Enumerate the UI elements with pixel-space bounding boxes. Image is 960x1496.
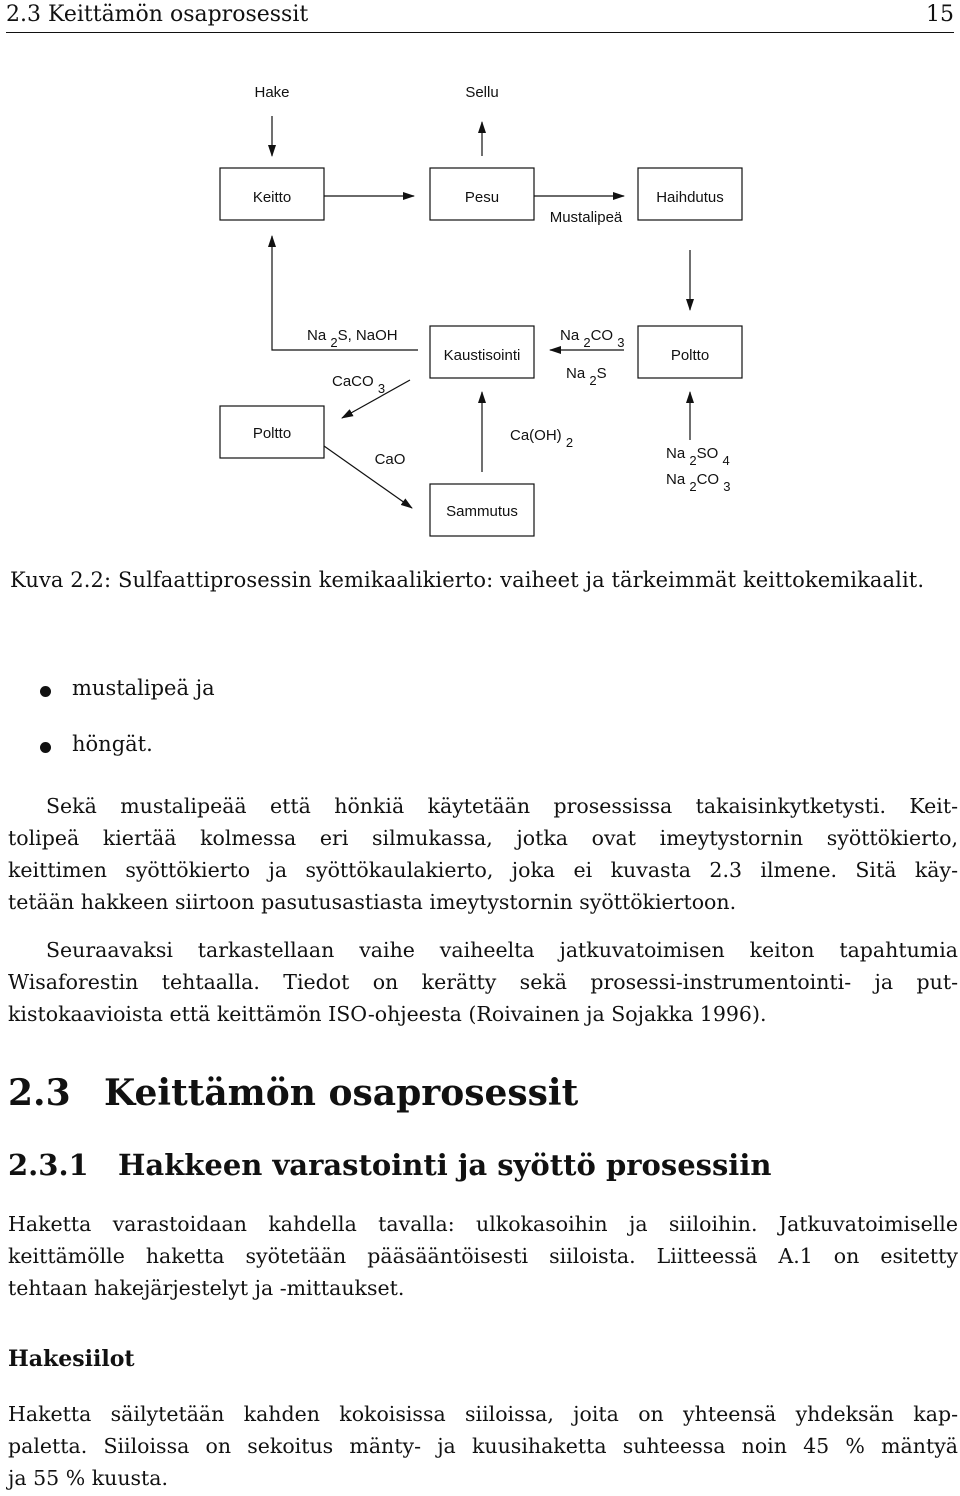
list-item	[40, 732, 215, 788]
list-item-text: mustalipeä ja	[72, 676, 215, 700]
text-line: kistokaavioista että keittämön ISO-ohjeesta (Roivainen ja Sojakka 1996).	[8, 1002, 767, 1026]
bullet-icon	[40, 686, 51, 697]
label-na2s: Na 2S	[566, 365, 607, 388]
paragraph-storage	[8, 1208, 958, 1304]
label-mustalipea: Mustalipeä	[549, 209, 623, 226]
label-na2s-naoh: Na 2S, NaOH	[307, 327, 398, 350]
label-poltto-left: Poltto	[252, 425, 292, 442]
label-kaustisointi: Kaustisointi	[443, 347, 521, 364]
text-line: keittimen syöttökierto ja syöttökaulakierto, joka ei kuvasta 2.3 ilmene. Sitä käy-	[8, 858, 958, 882]
paragraph-feedback	[8, 790, 958, 918]
label-na2so4: Na 2SO 4	[666, 445, 730, 468]
running-head	[6, 0, 954, 33]
label-poltto-right: Poltto	[670, 347, 710, 364]
text-line: Haketta säilytetään kahden kokoisissa siiloissa, joita on yhteensä yhdeksän kap-	[8, 1402, 958, 1426]
label-hake: Hake	[254, 84, 290, 101]
chemical-cycle-diagram	[0, 40, 960, 560]
text-line: Sekä mustalipeää että hönkiä käytetään prosessissa takaisinkytketysti. Keit-	[46, 794, 958, 818]
text-line: paletta. Siiloissa on sekoitus mänty- ja kuusihaketta suhteessa noin 45 % mäntyä	[8, 1434, 958, 1458]
running-head-section: 2.3 Keittämön osaprosessit	[6, 2, 309, 27]
text-line: ja 55 % kuusta.	[8, 1466, 169, 1490]
paragraph-wisaforest	[8, 934, 958, 1030]
section-title: Keittämön osaprosessit	[104, 1072, 579, 1114]
text-line: tehtaan hakejärjestelyt ja -mittaukset.	[8, 1276, 405, 1300]
section-heading	[8, 1072, 578, 1114]
bullet-list	[40, 676, 215, 788]
list-item	[40, 676, 215, 732]
label-caco3: CaCO 3	[332, 373, 386, 396]
text-line: keittämölle haketta syötetään pääsääntöisesti siiloista. Liitteessä A.1 on esitetty	[8, 1244, 958, 1268]
label-cao: CaO	[374, 451, 406, 468]
text-line: tolipeä kiertää kolmessa eri silmukassa, jotka ovat imeytystornin syöttökierto,	[8, 826, 958, 850]
paragraph-heading-hakesiilot: Hakesiilot	[8, 1346, 135, 1372]
label-sammutus: Sammutus	[446, 503, 518, 520]
page-number: 15	[926, 2, 954, 27]
subsection-title: Hakkeen varastointi ja syöttö prosessiin	[118, 1148, 772, 1182]
paragraph-silos	[8, 1398, 958, 1494]
text-line: Wisaforestin tehtaalla. Tiedot on kerätty sekä prosessi-instrumentointi- ja put-	[8, 970, 958, 994]
label-na2co3-top: Na 2CO 3	[560, 327, 625, 350]
subsection-heading	[8, 1148, 771, 1182]
label-caoh2: Ca(OH) 2	[510, 427, 574, 450]
label-pesu: Pesu	[464, 189, 500, 206]
label-sellu: Sellu	[465, 84, 499, 101]
bullet-icon	[40, 742, 51, 753]
text-line: tetään hakkeen siirtoon pasutusastiasta imeytystornin syöttökiertoon.	[8, 890, 737, 914]
section-number: 2.3	[8, 1072, 71, 1114]
label-na2co3-bottom: Na 2CO 3	[666, 471, 731, 494]
text-line: Haketta varastoidaan kahdella tavalla: ulkokasoihin ja siiloihin. Jatkuvatoimiselle	[8, 1212, 958, 1236]
list-item-text: höngät.	[72, 732, 153, 756]
label-keitto: Keitto	[252, 189, 292, 206]
text-line: Seuraavaksi tarkastellaan vaihe vaiheelta jatkuvatoimisen keiton tapahtumia	[46, 938, 958, 962]
figure-caption: Kuva 2.2: Sulfaattiprosessin kemikaalikierto: vaiheet ja tärkeimmät keittokemikaalit.	[10, 568, 925, 592]
subsection-number: 2.3.1	[8, 1148, 89, 1182]
label-haihdutus: Haihdutus	[656, 189, 724, 206]
